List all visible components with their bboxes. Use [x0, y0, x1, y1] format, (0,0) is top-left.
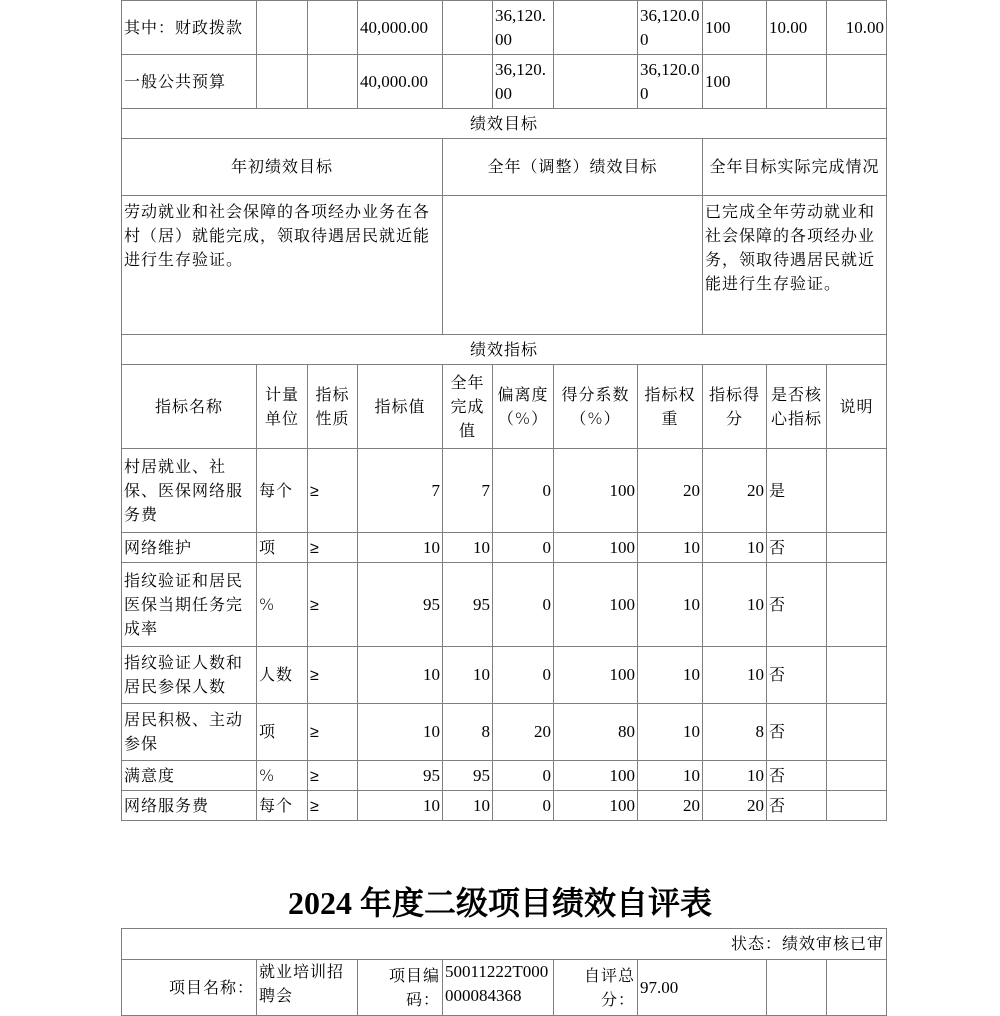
indicator-note: [827, 449, 887, 533]
indicator-target: 10: [358, 791, 443, 821]
project-name-value: 就业培训招聘会: [257, 960, 358, 1016]
header-score: 指标得分: [703, 365, 767, 449]
indicator-unit: 项: [257, 533, 308, 563]
indicator-name: 满意度: [122, 761, 257, 791]
indicator-note: [827, 761, 887, 791]
funding-cell: [308, 1, 358, 55]
goals-header-initial: 年初绩效目标: [122, 139, 443, 196]
empty-cell: [767, 960, 827, 1016]
indicator-unit: 项: [257, 704, 308, 761]
indicator-unit: 每个: [257, 791, 308, 821]
indicator-weight: 10: [638, 563, 703, 647]
header-deviation: 偏离度（%）: [493, 365, 554, 449]
indicator-note: [827, 563, 887, 647]
funding-cell: [308, 55, 358, 109]
indicator-coef: 100: [554, 761, 638, 791]
goals-header-actual: 全年目标实际完成情况: [703, 139, 887, 196]
funding-cell: [257, 1, 308, 55]
indicator-core: 否: [767, 704, 827, 761]
indicator-nature: ≥: [308, 647, 358, 704]
funding-budget: 40,000.00: [358, 55, 443, 109]
indicator-note: [827, 704, 887, 761]
project-name-label: 项目名称：: [122, 960, 257, 1016]
indicator-deviation: 0: [493, 449, 554, 533]
indicator-nature: ≥: [308, 449, 358, 533]
indicator-score: 10: [703, 533, 767, 563]
header-core: 是否核心指标: [767, 365, 827, 449]
indicator-coef: 100: [554, 563, 638, 647]
funding-score: [827, 55, 887, 109]
indicator-row: [122, 704, 887, 761]
indicators-section-title: 绩效指标: [122, 335, 887, 365]
indicator-actual: 95: [443, 563, 493, 647]
indicator-core: 否: [767, 563, 827, 647]
indicator-name: 指纹验证和居民医保当期任务完成率: [122, 563, 257, 647]
indicator-actual: 10: [443, 533, 493, 563]
indicator-coef: 80: [554, 704, 638, 761]
indicator-nature: ≥: [308, 704, 358, 761]
funding-name: 一般公共预算: [122, 55, 257, 109]
indicator-name: 网络维护: [122, 533, 257, 563]
indicator-coef: 100: [554, 647, 638, 704]
indicator-core: 否: [767, 533, 827, 563]
second-form-table: [121, 928, 887, 1016]
funding-rate: 100: [703, 55, 767, 109]
goals-adjusted-text: [443, 196, 703, 335]
indicator-target: 10: [358, 704, 443, 761]
indicator-row: [122, 533, 887, 563]
indicator-core: 否: [767, 647, 827, 704]
funding-row: [122, 55, 887, 109]
indicator-unit: 人数: [257, 647, 308, 704]
header-actual: 全年完成值: [443, 365, 493, 449]
indicator-score: 8: [703, 704, 767, 761]
funding-cell: [554, 55, 638, 109]
goals-initial-text: 劳动就业和社会保障的各项经办业务在各村（居）就能完成，领取待遇居民就近能进行生存验证。: [122, 196, 443, 335]
indicator-nature: ≥: [308, 761, 358, 791]
funding-adjusted: 36,120.00: [493, 1, 554, 55]
header-target: 指标值: [358, 365, 443, 449]
indicator-row: [122, 791, 887, 821]
funding-cell: [443, 55, 493, 109]
indicator-deviation: 0: [493, 791, 554, 821]
indicator-note: [827, 791, 887, 821]
indicator-coef: 100: [554, 791, 638, 821]
total-score-value: 97.00: [638, 960, 767, 1016]
goals-actual-text: 已完成全年劳动就业和社会保障的各项经办业务，领取待遇居民就近能进行生存验证。: [703, 196, 887, 335]
indicator-coef: 100: [554, 533, 638, 563]
funding-weight: 10.00: [767, 1, 827, 55]
indicator-name: 村居就业、社保、医保网络服务费: [122, 449, 257, 533]
indicator-deviation: 0: [493, 533, 554, 563]
indicator-weight: 20: [638, 791, 703, 821]
funding-name: 其中：财政拨款: [122, 1, 257, 55]
header-weight: 指标权重: [638, 365, 703, 449]
indicator-row: [122, 647, 887, 704]
header-coef: 得分系数（%）: [554, 365, 638, 449]
total-score-label: 自评总分：: [554, 960, 638, 1016]
header-name: 指标名称: [122, 365, 257, 449]
indicator-score: 20: [703, 791, 767, 821]
project-code-label: 项目编码：: [358, 960, 443, 1016]
funding-cell: [443, 1, 493, 55]
indicator-target: 95: [358, 761, 443, 791]
funding-score: 10.00: [827, 1, 887, 55]
performance-table: [121, 0, 887, 821]
indicator-weight: 20: [638, 449, 703, 533]
indicator-name: 指纹验证人数和居民参保人数: [122, 647, 257, 704]
indicator-core: 否: [767, 761, 827, 791]
indicator-name: 居民积极、主动参保: [122, 704, 257, 761]
funding-rate: 100: [703, 1, 767, 55]
indicator-weight: 10: [638, 533, 703, 563]
funding-weight: [767, 55, 827, 109]
indicator-target: 10: [358, 533, 443, 563]
indicator-target: 7: [358, 449, 443, 533]
indicator-unit: %: [257, 761, 308, 791]
indicator-nature: ≥: [308, 533, 358, 563]
indicator-deviation: 20: [493, 704, 554, 761]
indicator-core: 是: [767, 449, 827, 533]
goals-section-title: 绩效目标: [122, 109, 887, 139]
funding-adjusted: 36,120.00: [493, 55, 554, 109]
funding-cell: [554, 1, 638, 55]
form-title: 2024 年度二级项目绩效自评表: [287, 885, 712, 921]
indicator-note: [827, 647, 887, 704]
indicator-actual: 8: [443, 704, 493, 761]
indicator-nature: ≥: [308, 563, 358, 647]
funding-row: [122, 1, 887, 55]
funding-executed: 36,120.00: [638, 55, 703, 109]
funding-budget: 40,000.00: [358, 1, 443, 55]
indicator-actual: 7: [443, 449, 493, 533]
indicator-score: 10: [703, 563, 767, 647]
indicator-deviation: 0: [493, 563, 554, 647]
indicator-nature: ≥: [308, 791, 358, 821]
funding-executed: 36,120.00: [638, 1, 703, 55]
indicator-target: 95: [358, 563, 443, 647]
indicator-unit: %: [257, 563, 308, 647]
project-code-value: 50011222T000000084368: [443, 960, 554, 1016]
indicator-note: [827, 533, 887, 563]
indicator-core: 否: [767, 791, 827, 821]
indicator-actual: 10: [443, 647, 493, 704]
indicator-actual: 95: [443, 761, 493, 791]
indicator-target: 10: [358, 647, 443, 704]
funding-cell: [257, 55, 308, 109]
indicator-row: [122, 761, 887, 791]
header-nature: 指标性质: [308, 365, 358, 449]
indicator-score: 10: [703, 647, 767, 704]
indicator-unit: 每个: [257, 449, 308, 533]
header-note: 说明: [827, 365, 887, 449]
goals-header-adjusted: 全年（调整）绩效目标: [443, 139, 703, 196]
indicator-score: 10: [703, 761, 767, 791]
indicator-actual: 10: [443, 791, 493, 821]
indicator-deviation: 0: [493, 647, 554, 704]
indicator-row: [122, 449, 887, 533]
indicator-weight: 10: [638, 704, 703, 761]
indicator-coef: 100: [554, 449, 638, 533]
indicator-weight: 10: [638, 761, 703, 791]
indicator-deviation: 0: [493, 761, 554, 791]
empty-cell: [827, 960, 887, 1016]
indicator-row: [122, 563, 887, 647]
indicator-name: 网络服务费: [122, 791, 257, 821]
status-text: 状态：绩效审核已审: [122, 929, 887, 960]
header-unit: 计量单位: [257, 365, 308, 449]
indicator-score: 20: [703, 449, 767, 533]
indicator-weight: 10: [638, 647, 703, 704]
